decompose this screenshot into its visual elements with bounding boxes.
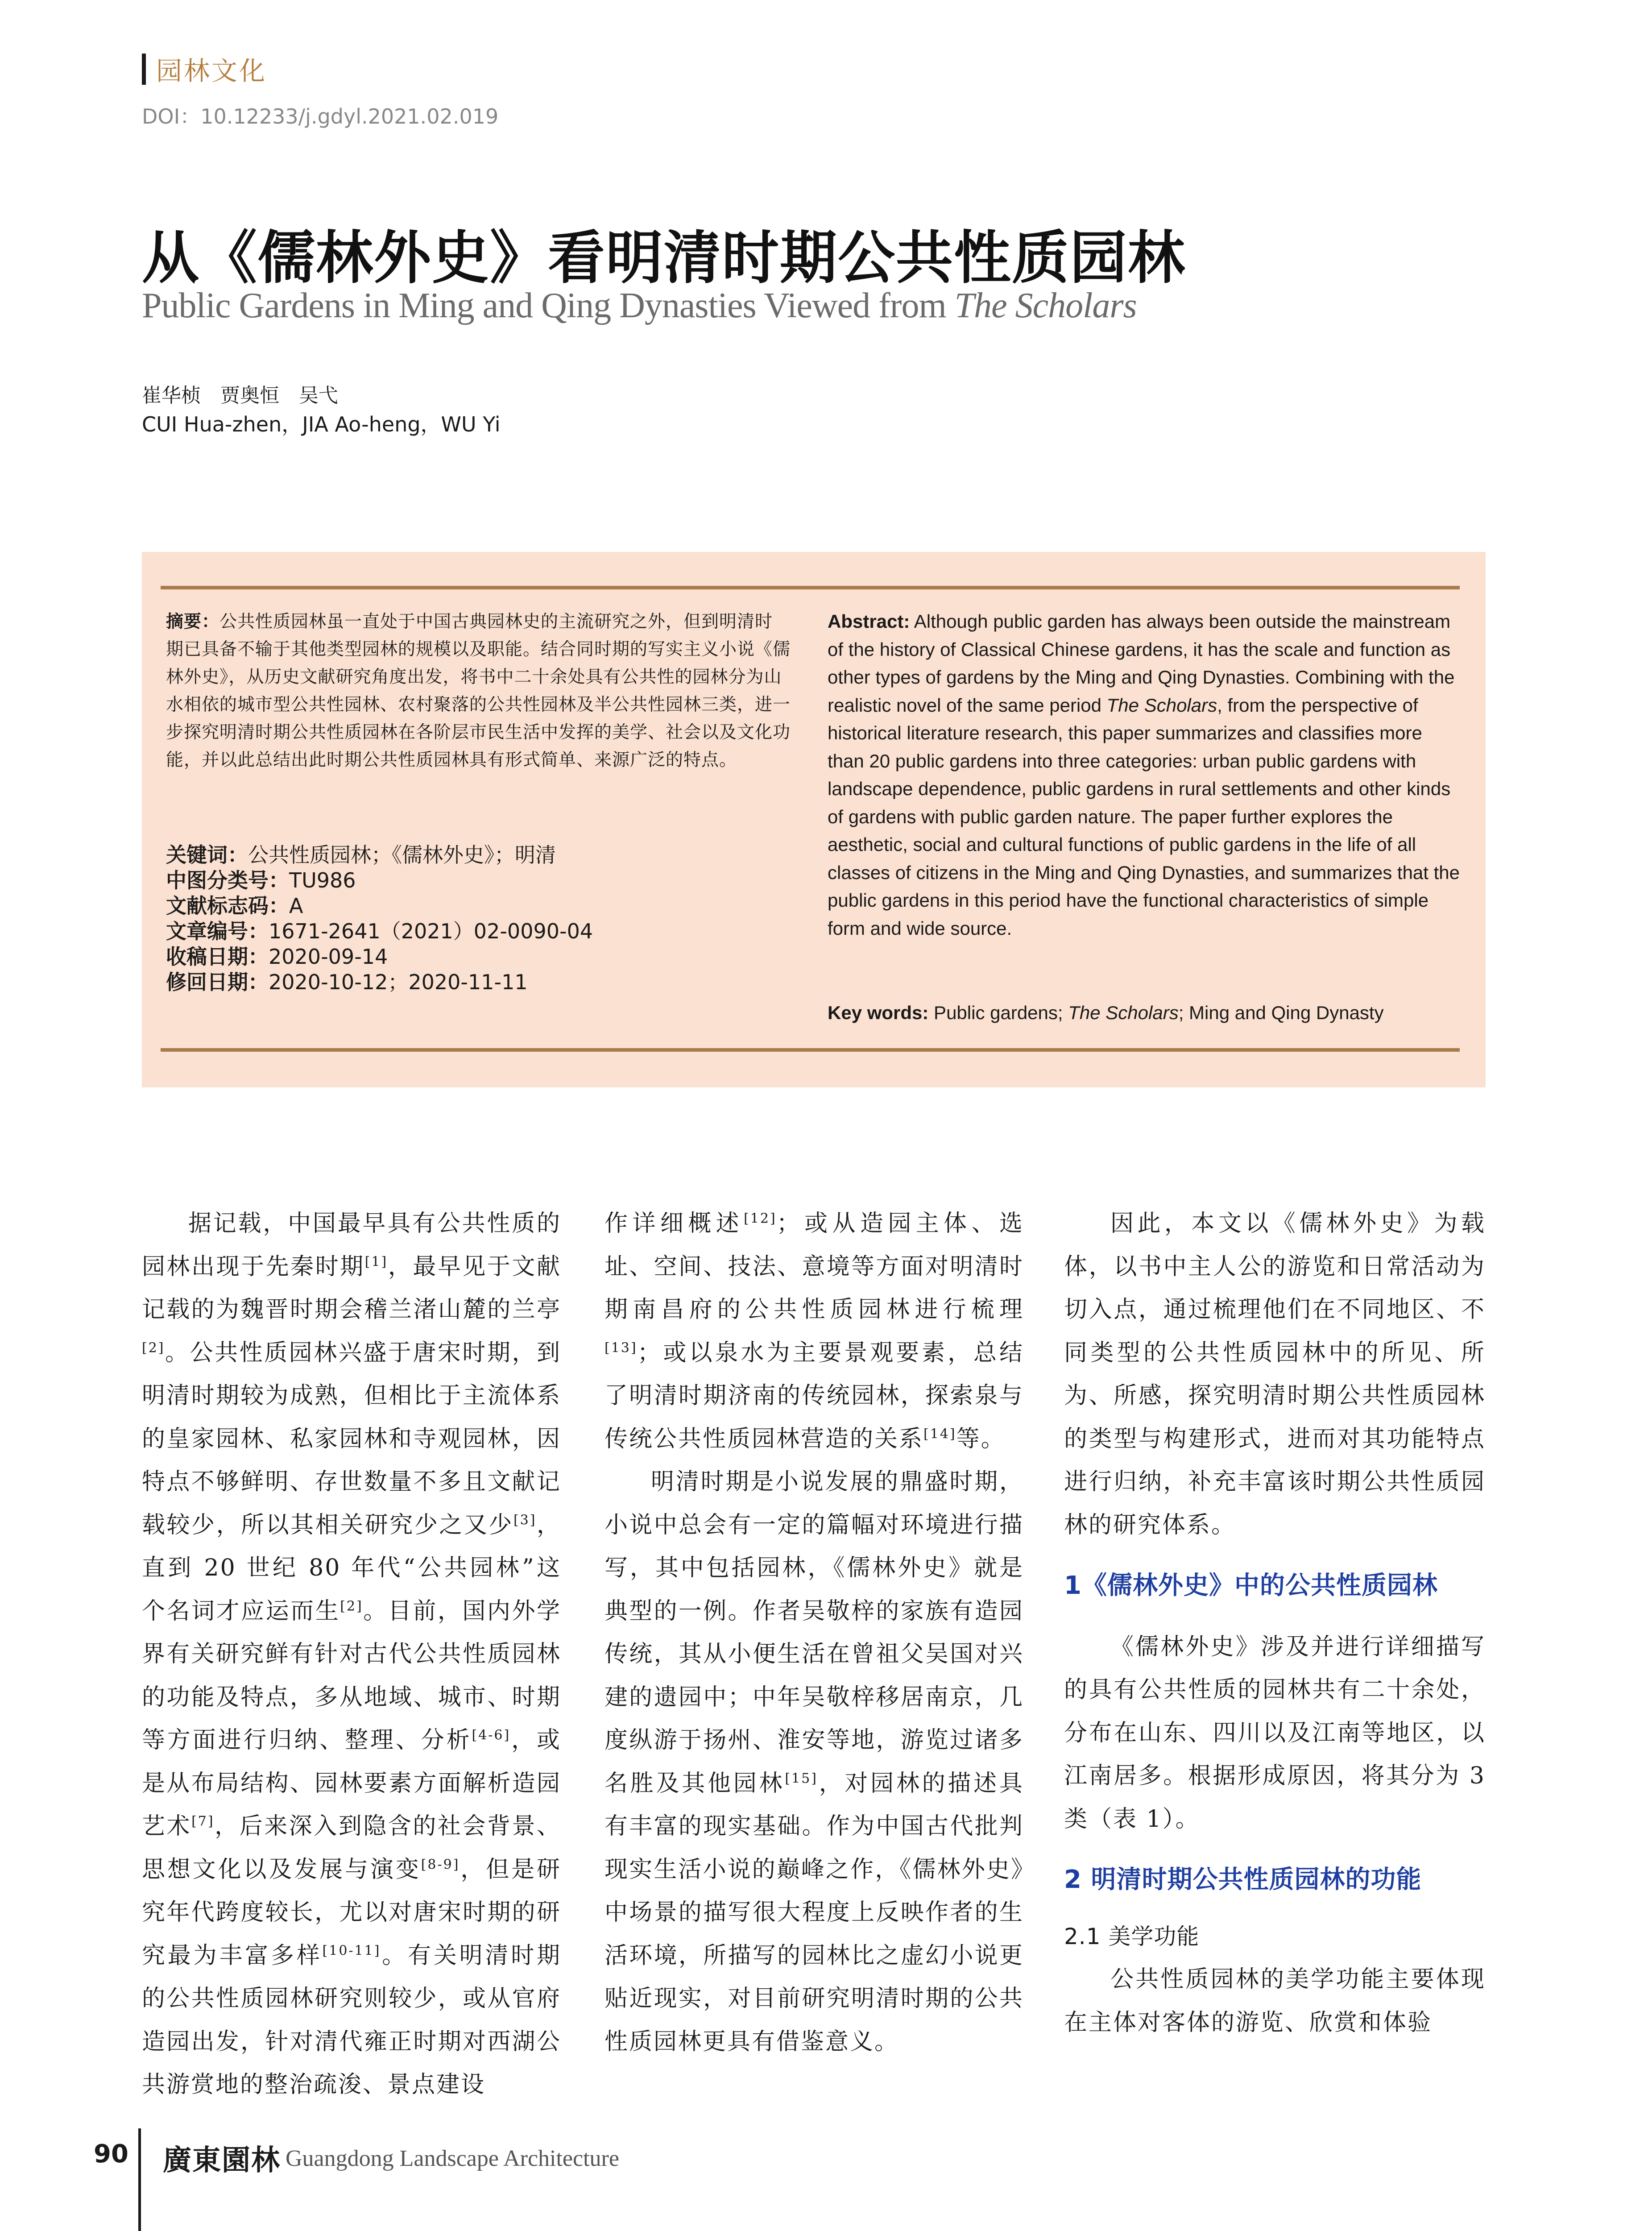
citation[interactable]: [1] — [364, 1254, 388, 1270]
abstract-english — [828, 608, 1461, 942]
keywords-english-label: Key words: — [828, 1002, 929, 1023]
meta-classification — [166, 868, 791, 893]
journal-name-english: Guangdong Landscape Architecture — [286, 2146, 619, 2171]
body-paragraph: 因此，本文以《儒林外史》为载体，以书中主人公的游览和日常活动为切入点，通过梳理他们在不同地区、不同类型的公共性质园林中的所见、所为、所感，探究明清时期公共性质园林的类型与构建形式，进而对其功能特点进行归纳，补充丰富该时期公共性质园林的研究体系。 — [1064, 1210, 1486, 1538]
meta-article-number — [166, 919, 791, 944]
citation[interactable]: [2] — [142, 1340, 165, 1356]
abstract-chinese — [166, 608, 791, 774]
body-text: 。目前，国内外学界有关研究鲜有针对古代公共性质园林的功能及特点，多从地域、城市、时期等方面进行归纳、整理、分析 — [142, 1597, 561, 1754]
meta-revised-date — [166, 970, 791, 995]
meta-value: 1671-2641（2021）02-0090-04 — [269, 919, 593, 943]
body-text: ，后来深入到隐含的社会背景、思想文化以及发展与演变 — [142, 1813, 561, 1883]
keywords-english — [828, 1002, 1461, 1024]
title-chinese: 从《儒林外史》看明清时期公共性质园林 — [142, 225, 1186, 291]
abstract-english-text: , from the perspective of historical literature research, this paper summarizes and classifies more than 20 public gardens into three categories: urban public gardens with landscape dependence, public gardens in rural settlements and other kinds of gardens with public garden nature. The paper further explores the aesthetic, social and cultural functions of public gardens in the life of all classes of citizens in the Ming and Qing Dynasties, and summarizes that the public gardens in this period have the functional characteristics of simple form and wide source. — [828, 694, 1460, 939]
authors-english: CUI Hua-zhen，JIA Ao-heng，WU Yi — [142, 412, 501, 436]
body-text: ；或以泉水为主要景观要素，总结了明清时期济南的传统园林，探索泉与传统公共性质园林营造的关系 — [604, 1339, 1024, 1452]
meta-received-date — [166, 944, 791, 970]
meta-label: 修回日期： — [166, 970, 269, 994]
body-column-2 — [604, 1202, 1024, 2063]
body-paragraph — [142, 1202, 561, 2107]
meta-label: 文献标志码： — [166, 894, 289, 918]
citation[interactable]: [8-9] — [421, 1857, 460, 1873]
authors-chinese: 崔华桢 贾奥恒 吴弋 — [142, 384, 338, 407]
body-paragraph: 《儒林外史》涉及并进行详细描写的具有公共性质的园林共有二十余处，分布在山东、四川以及江南等地区，以江南居多。根据形成原因，将其分为 3 类（表 1）。 — [1064, 1633, 1486, 1833]
keywords-english-italic: The Scholars — [1068, 1002, 1179, 1023]
body-text: ，最早见于文献记载的为魏晋时期会稽兰渚山麓的兰亭 — [142, 1253, 561, 1323]
citation[interactable]: [3] — [513, 1512, 537, 1528]
section-marker-bar — [142, 54, 146, 85]
meta-value: 公共性质园林；《儒林外史》；明清 — [248, 843, 556, 867]
body-text: 明清时期是小说发展的鼎盛时期，小说中总会有一定的篇幅对环境进行描写，其中包括园林，《儒林外史》就是典型的一例。作者吴敬梓的家族有造园传统，其从小便生活在曾祖父吴国对兴建的遗园中；中年吴敬梓移居南京，几度纵游于扬州、淮安等地，游览过诸多名胜及其他园林 — [604, 1468, 1024, 1797]
section-label: 园林文化 — [156, 56, 267, 86]
citation[interactable]: [15] — [785, 1771, 818, 1787]
footer-divider — [138, 2128, 141, 2231]
keywords-english-text: ; Ming and Qing Dynasty — [1178, 1002, 1384, 1023]
abstract-english-label: Abstract: — [828, 611, 910, 632]
meta-value: 2020-10-12；2020-11-11 — [269, 970, 528, 994]
body-text: 。公共性质园林兴盛于唐宋时期，到明清时期较为成熟，但相比于主流体系的皇家园林、私家园林和寺观园林，因特点不够鲜明、存世数量不多且文献记载较少，所以其相关研究少之又少 — [142, 1339, 561, 1538]
meta-label: 收稿日期： — [166, 945, 269, 969]
title-english-main: Public Gardens in Ming and Qing Dynasties Viewed from — [142, 286, 955, 325]
citation[interactable]: [4-6] — [472, 1727, 511, 1743]
body-text: ，对园林的描述具有丰富的现实基础。作为中国古代批判现实生活小说的巅峰之作，《儒林外史》中场景的描写很大程度上反映作者的生活环境，所描写的园林比之虚幻小说更贴近现实，对目前研究明清时期的公共性质园林更具有借鉴意义。 — [604, 1770, 1024, 2055]
body-paragraph — [604, 1202, 1024, 1460]
doi[interactable]: DOI：10.12233/j.gdyl.2021.02.019 — [142, 104, 499, 129]
citation[interactable]: [7] — [191, 1813, 215, 1829]
keywords-english-text: Public gardens; — [928, 1002, 1068, 1023]
body-paragraph — [604, 1460, 1024, 2063]
body-text: 作详细概述 — [604, 1210, 744, 1237]
body-text: ；或从造园主体、选址、空间、技法、意境等方面对明清时期南昌府的公共性质园林进行梳理 — [604, 1210, 1024, 1323]
section-heading-2: 2 明清时期公共性质园林的功能 — [1064, 1865, 1422, 1894]
title-english — [142, 286, 1137, 326]
subsection-heading: 2.1 美学功能 — [1064, 1923, 1200, 1949]
body-text: 据记载，中国最早具有公共性质的园林出现于先秦时期 — [142, 1210, 561, 1280]
journal-logo: 廣東園林 — [163, 2144, 281, 2177]
article-meta — [166, 842, 791, 995]
body-text: 。有关明清时期的公共性质园林研究则较少，或从官府造园出发，针对清代雍正时期对西湖公共游赏地的整治疏浚、景点建设 — [142, 1942, 561, 2098]
meta-keywords — [166, 842, 791, 868]
citation[interactable]: [14] — [923, 1426, 956, 1442]
citation[interactable]: [12] — [744, 1211, 777, 1227]
citation[interactable]: [13] — [604, 1340, 638, 1356]
title-english-italic: The Scholars — [954, 286, 1137, 325]
abstract-chinese-label: 摘要： — [166, 612, 220, 632]
body-paragraph: 公共性质园林的美学功能主要体现在主体对客体的游览、欣赏和体验 — [1064, 1966, 1486, 2036]
abstract-english-italic: The Scholars — [1106, 694, 1217, 716]
body-text: 等。 — [956, 1425, 1006, 1452]
body-text: ，但是研究年代跨度较长，尤以对唐宋时期的研究最为丰富多样 — [142, 1856, 561, 1969]
abstract-top-rule — [161, 586, 1460, 589]
body-column-3 — [1064, 1202, 1486, 2044]
meta-doc-code — [166, 893, 791, 919]
abstract-chinese-text: 公共性质园林虽一直处于中国古典园林史的主流研究之外，但到明清时期已具备不输于其他类型园林的规模以及职能。结合同时期的写实主义小说《儒林外史》，从历史文献研究角度出发，将书中二十余处具有公共性的园林分为山水相依的城市型公共性园林、农村聚落的公共性园林及半公共性园林三类，进一步探究明清时期公共性质园林在各阶层市民生活中发挥的美学、社会以及文化功能，并以此总结出此时期公共性质园林具有形式简单、来源广泛的特点。 — [166, 612, 791, 770]
meta-value: A — [289, 894, 303, 918]
meta-label: 中图分类号： — [166, 868, 289, 892]
citation[interactable]: [2] — [340, 1598, 363, 1614]
meta-label: 关键词： — [166, 843, 248, 867]
meta-value: 2020-09-14 — [269, 945, 388, 969]
page-number: 90 — [94, 2140, 128, 2169]
section-heading-1: 1《儒林外史》中的公共性质园林 — [1064, 1571, 1438, 1600]
abstract-english-text: Although public garden has always been outside the mainstream of the history of Classical Chinese gardens, it has the scale and function as other types of gardens by the Ming and Qing Dynasties. Combining with the realistic novel of the same period — [828, 611, 1455, 716]
meta-label: 文章编号： — [166, 919, 269, 943]
body-text: ，直到 20 世纪 80 年代“公共园林”这个名词才应运而生 — [142, 1511, 561, 1625]
body-column-1 — [142, 1202, 561, 2107]
meta-value: TU986 — [289, 868, 356, 892]
citation[interactable]: [10-11] — [322, 1943, 381, 1959]
body-text: ，或是从布局结构、园林要素方面解析造园艺术 — [142, 1727, 561, 1840]
abstract-bottom-rule — [161, 1048, 1460, 1052]
